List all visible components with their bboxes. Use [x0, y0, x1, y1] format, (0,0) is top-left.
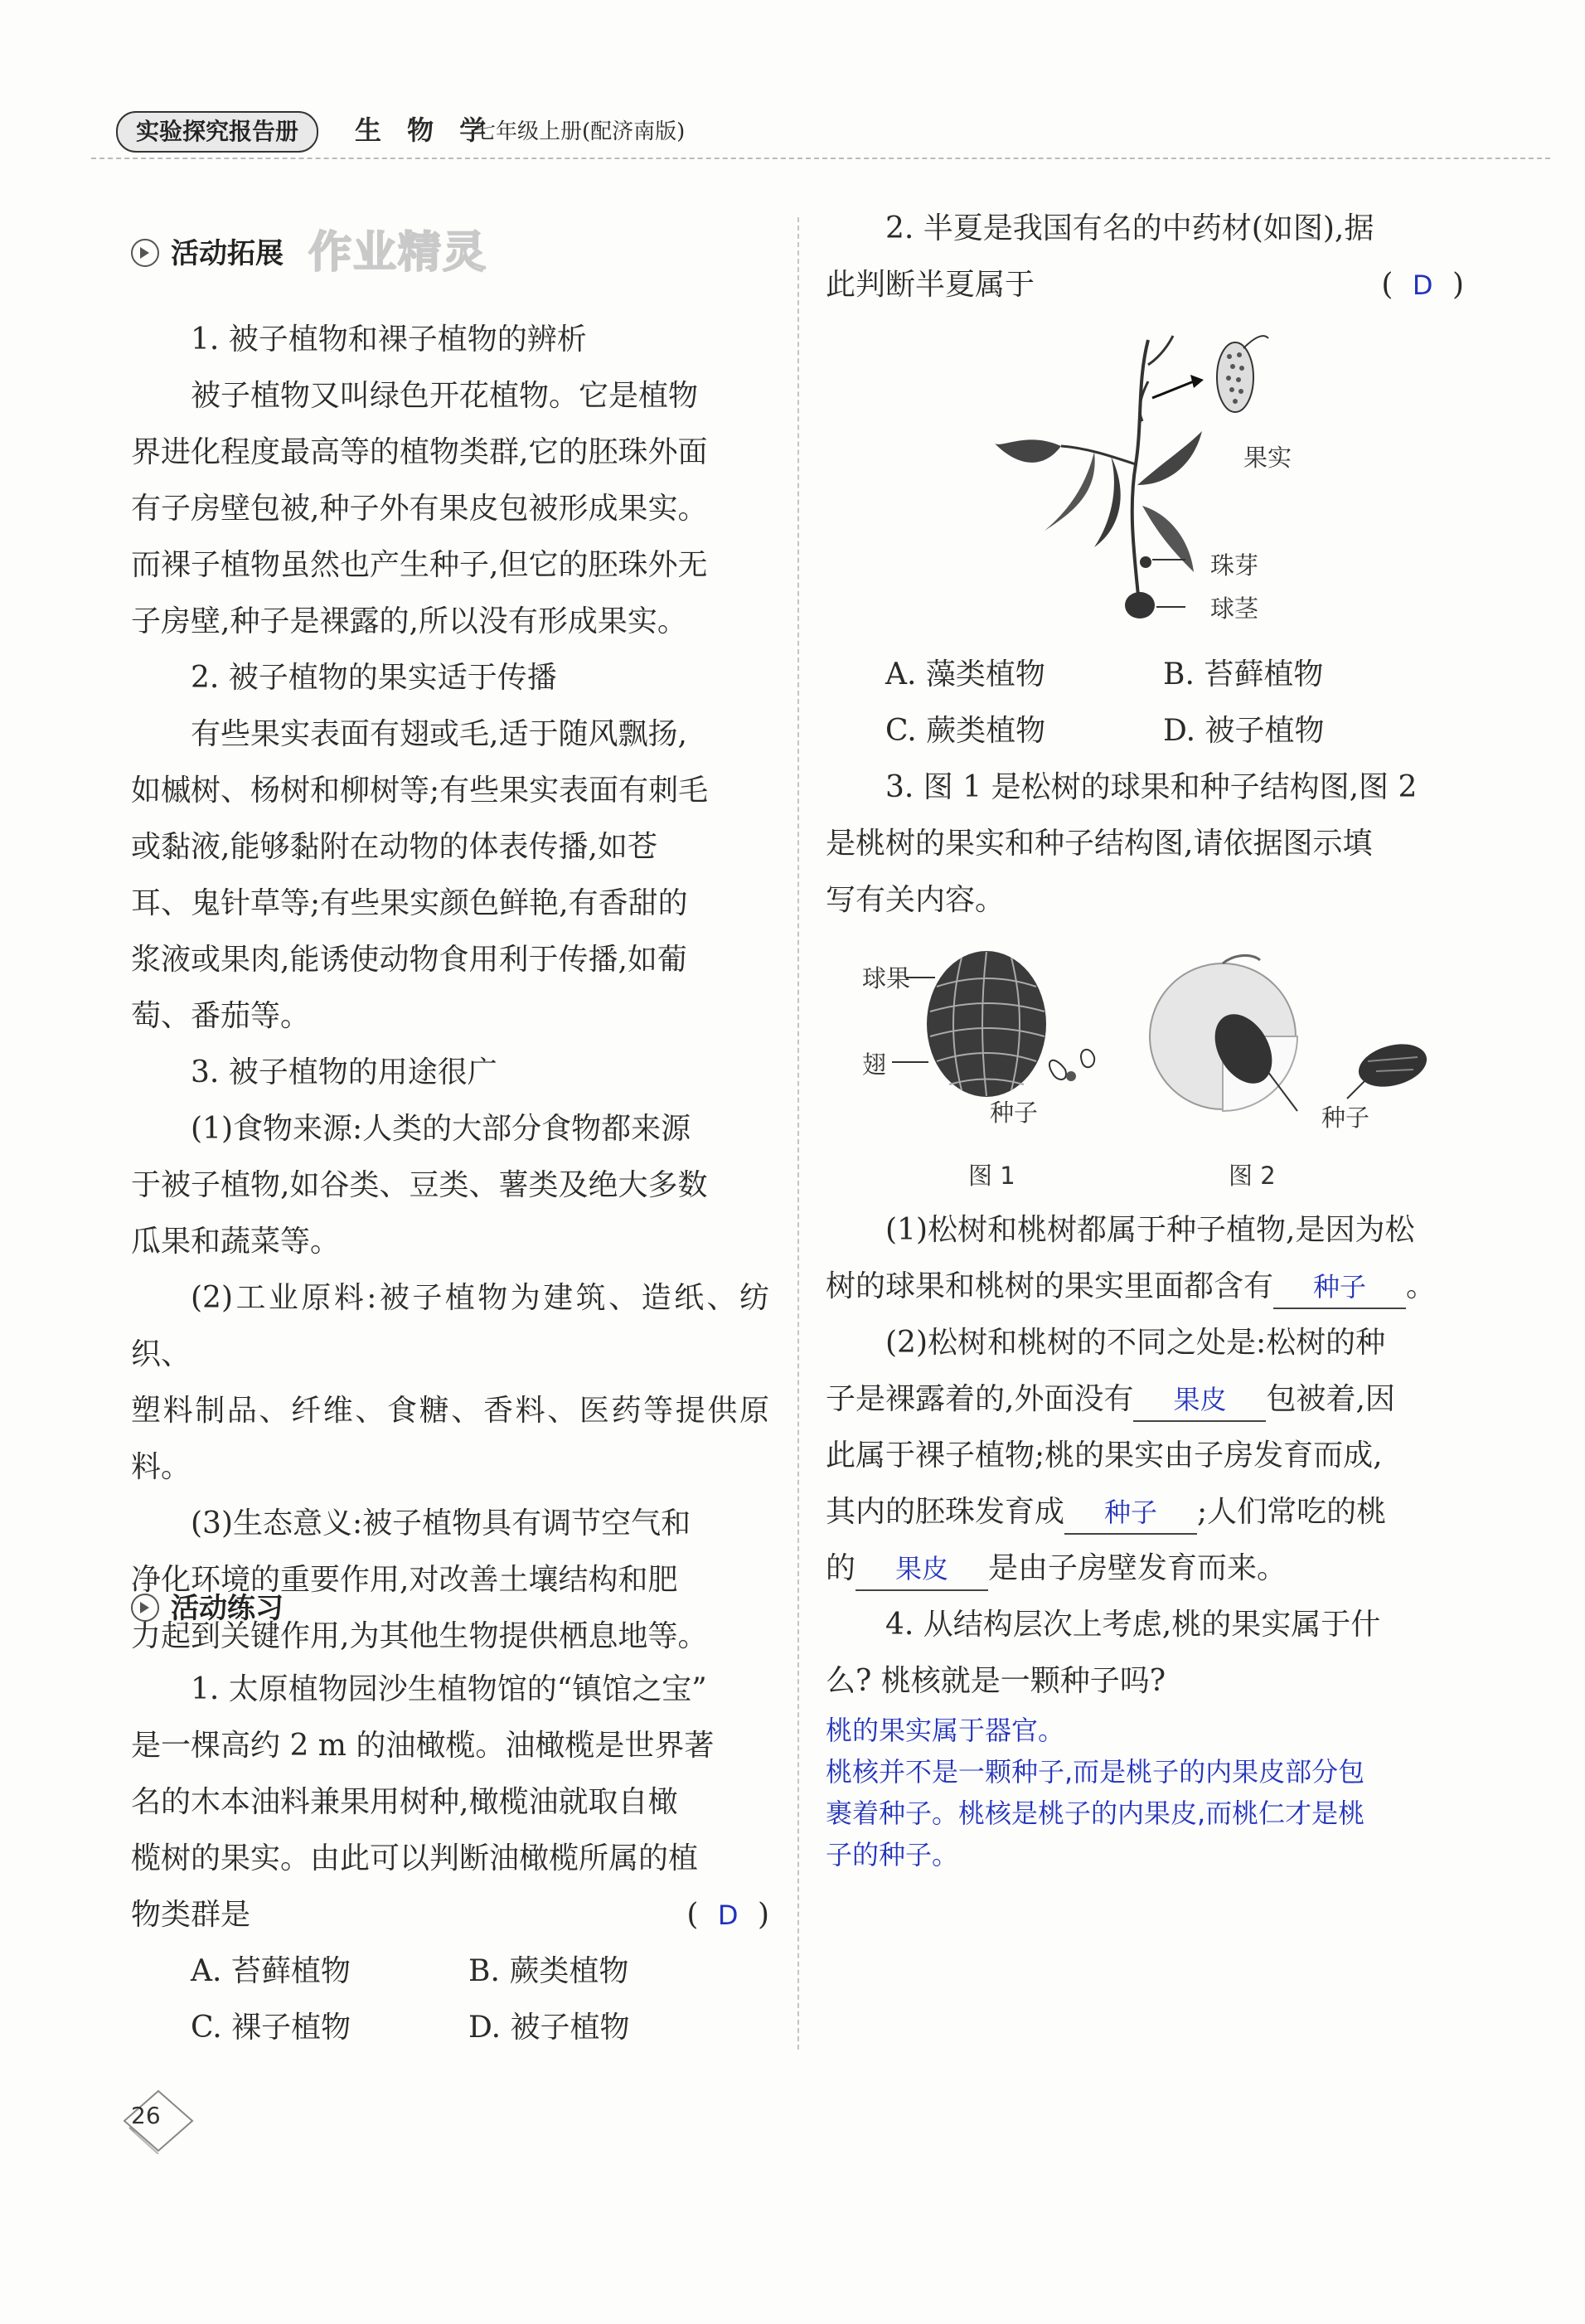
p3-line: 力起到关键作用,为其他生物提供栖息地等。	[131, 1619, 708, 1653]
left-column-text	[131, 312, 769, 1665]
peach-illustration	[1144, 953, 1442, 1136]
section-title-practice: 活动练习	[131, 1585, 284, 1626]
fig-label-bulbil: 珠芽	[1210, 551, 1259, 580]
p1-line: 有子房壁包被,种子外有果皮包被形成果实。	[131, 492, 708, 526]
fig2-label-seed: 种子	[1321, 1104, 1370, 1132]
q1-answer-paren: ( D )	[686, 1898, 769, 1932]
question-2-options	[826, 647, 1464, 759]
p3-line: (1)食物来源:人类的大部分食物都来源	[191, 1112, 691, 1146]
q1-option-b: B. 蕨类植物	[468, 1954, 629, 1988]
p3-heading: 3. 被子植物的用途很广	[191, 1055, 497, 1089]
fig1-label-seed: 种子	[990, 1099, 1039, 1127]
q1-options-row	[131, 2000, 769, 2056]
p1-heading: 1. 被子植物和裸子植物的辨析	[191, 323, 587, 357]
q1-line: 名的木本油料兼果用树种,橄榄油就取自橄	[131, 1785, 678, 1819]
p3-line: (2)工业原料:被子植物为建筑、造纸、纺织、	[131, 1281, 769, 1371]
q2-answer: D	[1412, 269, 1433, 301]
header-badge: 实验探究报告册	[116, 111, 318, 153]
q3-2-answer-2: 种子	[1104, 1497, 1158, 1528]
p1-line: 而裸子植物虽然也产生种子,但它的胚珠外无	[131, 548, 708, 582]
q3-line: 3. 图 1 是松树的球果和种子结构图,图 2	[885, 770, 1418, 804]
q3-2-answer-1: 果皮	[1173, 1384, 1227, 1415]
q3-2-line: (2)松树和桃树的不同之处是:松树的种	[885, 1326, 1386, 1360]
pointer-line	[905, 977, 935, 978]
fig1-caption: 图 1	[968, 1162, 1015, 1190]
arrow-circle-icon	[131, 1594, 159, 1622]
p2-line: 或黏液,能够黏附在动物的体表传播,如苍	[131, 830, 657, 864]
q2-option-c: C. 蕨类植物	[885, 714, 1046, 748]
q3-line: 写有关内容。	[826, 883, 1006, 917]
q4-line: 么? 桃核就是一颗种子吗?	[826, 1664, 1166, 1698]
q4-answer-line: 桃的果实属于器官。	[826, 1715, 1065, 1746]
q3-1-line: (1)松树和桃树都属于种子植物,是因为松	[885, 1213, 1415, 1247]
q4-answer-line: 子的种子。	[826, 1839, 959, 1870]
header-divider	[91, 158, 1550, 159]
fig-label-fruit: 果实	[1243, 444, 1292, 472]
page-number: 26	[131, 2102, 161, 2129]
fig1-label-cone: 球果	[862, 964, 911, 992]
q1-line: 1. 太原植物园沙生植物馆的“镇馆之宝”	[191, 1672, 707, 1706]
q1-line: 是一棵高约 2 m 的油橄榄。油橄榄是世界著	[131, 1729, 715, 1763]
q3-2-blank-1	[1133, 1379, 1266, 1422]
q1-answer: D	[717, 1899, 739, 1931]
p3-line: 瓜果和蔬菜等。	[131, 1225, 341, 1259]
p1-line: 界进化程度最高等的植物类群,它的胚珠外面	[131, 435, 708, 469]
q2-options-row	[826, 647, 1464, 703]
q3-1-blank	[1273, 1266, 1406, 1309]
q4-answer-block	[826, 1710, 1472, 1875]
q2-line: 此判断半夏属于 ( D )	[826, 257, 1464, 313]
q1-option-d: D. 被子植物	[468, 2011, 630, 2045]
p2-heading: 2. 被子植物的果实适于传播	[191, 661, 557, 695]
q3-2-answer-3: 果皮	[895, 1553, 949, 1584]
pointer-line	[892, 1061, 928, 1063]
q1-option-c: C. 裸子植物	[191, 2011, 351, 2045]
question-2	[826, 201, 1464, 313]
fig-label-corm: 球茎	[1210, 594, 1259, 623]
p2-line: 有些果实表面有翅或毛,适于随风飘扬,	[191, 717, 687, 751]
q3-2-blank-2	[1064, 1492, 1197, 1535]
q1-options-row	[131, 1943, 769, 2000]
arrow-circle-icon	[131, 239, 159, 267]
q3-2-line: 此属于裸子植物;桃的果实由子房发育而成,	[826, 1439, 1383, 1473]
question-3	[826, 759, 1464, 929]
q2-option-d: D. 被子植物	[1163, 714, 1325, 748]
p1-line: 被子植物又叫绿色开花植物。它是植物	[191, 379, 699, 413]
p2-line: 萄、番茄等。	[131, 999, 311, 1033]
q3-2-line: 子是裸露着的,外面没有 果皮 包被着,因	[826, 1371, 1464, 1428]
q4-line: 4. 从结构层次上考虑,桃的果实属于什	[885, 1608, 1381, 1642]
q4-answer-line: 裹着种子。桃核是桃子的内果皮,而桃仁才是桃	[826, 1798, 1365, 1829]
header-subject: 生 物 学	[355, 114, 495, 146]
q2-options-row	[826, 703, 1464, 759]
q2-option-a: A. 藻类植物	[885, 657, 1045, 691]
p2-line: 耳、鬼针草等;有些果实颜色鲜艳,有香甜的	[131, 886, 688, 920]
q3-2-line: 的 果皮 是由子房壁发育而来。	[826, 1540, 1464, 1597]
q1-option-a: A. 苔藓植物	[191, 1954, 351, 1988]
p3-line: 于被子植物,如谷类、豆类、薯类及绝大多数	[131, 1168, 708, 1202]
section-title-extension: 活动拓展	[131, 230, 284, 271]
watermark: 作业精灵	[308, 228, 488, 278]
q3-1-answer: 种子	[1313, 1271, 1367, 1303]
q3-line: 是桃树的果实和种子结构图,请依据图示填	[826, 827, 1373, 861]
q2-answer-paren: ( D )	[1381, 268, 1464, 302]
pinellia-illustration	[995, 332, 1343, 630]
q4-answer-line: 桃核并不是一颗种子,而是桃子的内果皮部分包	[826, 1756, 1365, 1788]
fig2-caption: 图 2	[1229, 1162, 1276, 1190]
q1-line: 榄树的果实。由此可以判断油橄榄所属的植	[131, 1841, 699, 1875]
p1-line: 子房壁,种子是裸露的,所以没有形成果实。	[131, 604, 687, 638]
header-grade: 七年级上册(配济南版)	[474, 119, 686, 144]
pine-cone-illustration	[920, 937, 1103, 1119]
q3-1-line: 树的球果和桃树的果实里面都含有 种子 。	[826, 1259, 1464, 1315]
q1-line: 物类群是 ( D )	[131, 1887, 769, 1943]
p2-line: 浆液或果肉,能诱使动物食用利于传播,如葡	[131, 943, 687, 977]
p2-line: 如槭树、杨树和柳树等;有些果实表面有刺毛	[131, 774, 709, 808]
p3-line: (3)生态意义:被子植物具有调节空气和	[191, 1506, 691, 1540]
question-1	[131, 1662, 769, 2056]
q2-line: 2. 半夏是我国有名的中药材(如图),据	[885, 211, 1374, 245]
q3-2-blank-3	[856, 1548, 988, 1591]
p3-line: 净化环境的重要作用,对改善土壤结构和肥	[131, 1563, 678, 1597]
question-3-answers	[826, 1202, 1464, 1710]
q3-2-line: 其内的胚珠发育成 种子 ;人们常吃的桃	[826, 1484, 1464, 1540]
q2-option-b: B. 苔藓植物	[1163, 657, 1324, 691]
p3-line: 塑料制品、纤维、食糖、香料、医药等提供原料。	[131, 1394, 769, 1484]
fig1-label-wing: 翅	[862, 1050, 887, 1079]
column-divider	[797, 217, 799, 2050]
